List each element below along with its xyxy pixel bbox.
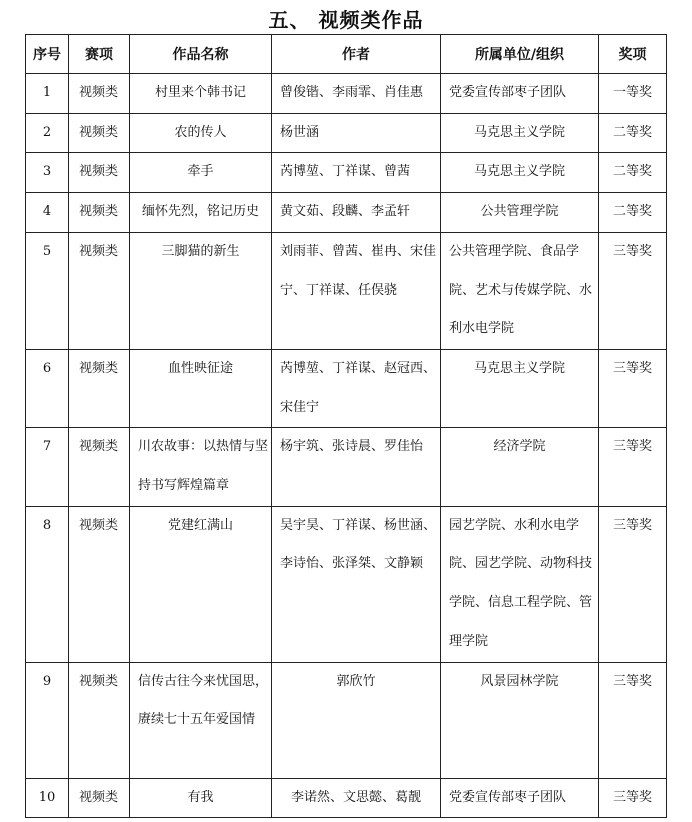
- work-text: 信传古往今来忧国思，赓续七十五年爱国情: [138, 673, 269, 728]
- awards-table: [25, 34, 667, 818]
- cell-unit: [441, 74, 599, 114]
- header-award: 奖项: [599, 35, 667, 74]
- authors-text: 李诺然、文思懿、葛靓: [290, 789, 421, 805]
- work-text: 有我: [187, 789, 214, 805]
- cell-unit: [441, 113, 599, 153]
- cell-award: [599, 506, 667, 662]
- unit-text: 马克思主义学院: [473, 360, 565, 376]
- cell-index: [26, 232, 69, 349]
- authors-text: 刘雨菲、曾茜、崔冉、宋佳宁、丁祥谋、任俣骁: [280, 243, 437, 298]
- cell-award: [599, 153, 667, 193]
- table-row: [26, 662, 667, 778]
- cell-authors: [272, 193, 441, 233]
- category-text: 视频类: [79, 124, 119, 140]
- cell-work: [130, 428, 272, 506]
- authors-text: 曾俊锴、李雨霏、肖佳惠: [280, 85, 424, 100]
- cell-unit: [441, 506, 599, 662]
- cell-award: [599, 232, 667, 349]
- index-text: 2: [42, 124, 52, 140]
- cell-category: [69, 193, 130, 233]
- table-row: [26, 778, 667, 818]
- cell-authors: [272, 506, 441, 662]
- unit-text: 马克思主义学院: [473, 124, 565, 140]
- award-text: 三等奖: [612, 517, 652, 533]
- category-text: 视频类: [79, 789, 119, 805]
- work-text: 牵手: [187, 164, 214, 180]
- unit-text: 马克思主义学院: [473, 164, 565, 180]
- table-row: [26, 506, 667, 662]
- category-text: 视频类: [79, 439, 119, 455]
- table-body: [26, 74, 667, 818]
- authors-text: 芮博堃、丁祥谋、曾茜: [280, 164, 411, 180]
- cell-authors: [272, 428, 441, 506]
- header-authors: 作者: [272, 35, 441, 74]
- cell-work: [130, 349, 272, 427]
- cell-authors: [272, 778, 441, 818]
- cell-award: [599, 349, 667, 427]
- category-text: 视频类: [79, 517, 119, 533]
- cell-authors: [272, 349, 441, 427]
- cell-index: [26, 506, 69, 662]
- cell-work: [130, 74, 272, 114]
- index-text: 7: [42, 439, 52, 455]
- award-text: 二等奖: [612, 124, 652, 140]
- unit-text: 公共管理学院、食品学院、艺术与传媒学院、水利水电学院: [449, 243, 593, 337]
- unit-text: 党委宣传部枣子团队: [449, 789, 567, 805]
- table-header-row: [26, 35, 667, 74]
- table-row: [26, 74, 667, 114]
- award-text: 三等奖: [612, 360, 652, 376]
- work-text: 川农故事：以热情与坚持书写辉煌篇章: [138, 439, 269, 494]
- category-text: 视频类: [79, 673, 119, 689]
- cell-index: [26, 193, 69, 233]
- table-row: [26, 193, 667, 233]
- cell-authors: [272, 232, 441, 349]
- cell-category: [69, 113, 130, 153]
- index-text: 3: [42, 164, 52, 180]
- table-row: [26, 232, 667, 349]
- cell-category: [69, 662, 130, 778]
- cell-unit: [441, 428, 599, 506]
- header-index: 序号: [26, 35, 69, 74]
- cell-award: [599, 74, 667, 114]
- award-text: 一等奖: [612, 85, 652, 100]
- table-row: [26, 113, 667, 153]
- header-unit: 所属单位/组织: [441, 35, 599, 74]
- cell-authors: [272, 662, 441, 778]
- cell-unit: [441, 232, 599, 349]
- index-text: 6: [42, 360, 52, 376]
- cell-category: [69, 232, 130, 349]
- index-text: 1: [42, 85, 52, 100]
- authors-text: 杨宇筑、张诗晨、罗佳怡: [280, 439, 424, 455]
- header-work: 作品名称: [130, 35, 272, 74]
- category-text: 视频类: [79, 243, 119, 259]
- cell-work: [130, 193, 272, 233]
- authors-text: 吴宇昊、丁祥谋、杨世涵、李诗怡、张泽桀、文静颖: [280, 517, 437, 572]
- authors-text: 郭欣竹: [336, 673, 376, 689]
- cell-index: [26, 74, 69, 114]
- authors-text: 黄文茹、段麟、李孟轩: [280, 204, 411, 220]
- cell-work: [130, 662, 272, 778]
- work-text: 缅怀先烈，铭记历史: [141, 204, 259, 220]
- unit-text: 风景园林学院: [480, 673, 559, 689]
- category-text: 视频类: [79, 164, 119, 180]
- work-text: 党建红满山: [167, 517, 233, 533]
- cell-unit: [441, 662, 599, 778]
- cell-category: [69, 153, 130, 193]
- cell-award: [599, 778, 667, 818]
- cell-index: [26, 349, 69, 427]
- award-text: 二等奖: [612, 204, 652, 220]
- unit-text: 公共管理学院: [480, 204, 559, 220]
- award-text: 三等奖: [612, 789, 652, 805]
- cell-award: [599, 662, 667, 778]
- cell-award: [599, 113, 667, 153]
- cell-authors: [272, 153, 441, 193]
- authors-text: 杨世涵: [280, 124, 320, 140]
- work-text: 三脚猫的新生: [161, 243, 240, 259]
- header-category: 赛项: [69, 35, 130, 74]
- authors-text: 芮博堃、丁祥谋、赵冠西、宋佳宁: [280, 360, 437, 415]
- cell-work: [130, 153, 272, 193]
- cell-index: [26, 662, 69, 778]
- cell-category: [69, 506, 130, 662]
- cell-index: [26, 778, 69, 818]
- cell-index: [26, 428, 69, 506]
- unit-text: 园艺学院、水利水电学院、园艺学院、动物科技学院、信息工程学院、管理学院: [449, 517, 593, 649]
- cell-authors: [272, 74, 441, 114]
- award-text: 三等奖: [612, 243, 652, 259]
- cell-unit: [441, 153, 599, 193]
- index-text: 9: [42, 673, 52, 689]
- table-row: [26, 153, 667, 193]
- work-text: 血性映征途: [167, 360, 233, 376]
- cell-category: [69, 74, 130, 114]
- award-text: 三等奖: [612, 673, 652, 689]
- cell-index: [26, 113, 69, 153]
- cell-work: [130, 232, 272, 349]
- cell-category: [69, 349, 130, 427]
- cell-unit: [441, 778, 599, 818]
- index-text: 8: [42, 517, 52, 533]
- work-text: 农的传人: [174, 124, 227, 140]
- cell-category: [69, 778, 130, 818]
- cell-award: [599, 428, 667, 506]
- work-text: 村里来个韩书记: [154, 85, 246, 100]
- cell-work: [130, 113, 272, 153]
- table-row: [26, 349, 667, 427]
- page-title: 五、 视频类作品: [268, 8, 424, 32]
- cell-award: [599, 193, 667, 233]
- category-text: 视频类: [79, 360, 119, 376]
- unit-text: 党委宣传部枣子团队: [449, 85, 567, 100]
- category-text: 视频类: [79, 204, 119, 220]
- index-text: 10: [38, 789, 56, 805]
- cell-index: [26, 153, 69, 193]
- table-row: [26, 428, 667, 506]
- unit-text: 经济学院: [493, 439, 546, 455]
- index-text: 4: [42, 204, 52, 220]
- award-text: 二等奖: [612, 164, 652, 180]
- cell-category: [69, 428, 130, 506]
- cell-unit: [441, 193, 599, 233]
- cell-work: [130, 506, 272, 662]
- award-text: 三等奖: [612, 439, 652, 455]
- cell-unit: [441, 349, 599, 427]
- index-text: 5: [42, 243, 52, 259]
- category-text: 视频类: [79, 85, 119, 100]
- cell-work: [130, 778, 272, 818]
- cell-authors: [272, 113, 441, 153]
